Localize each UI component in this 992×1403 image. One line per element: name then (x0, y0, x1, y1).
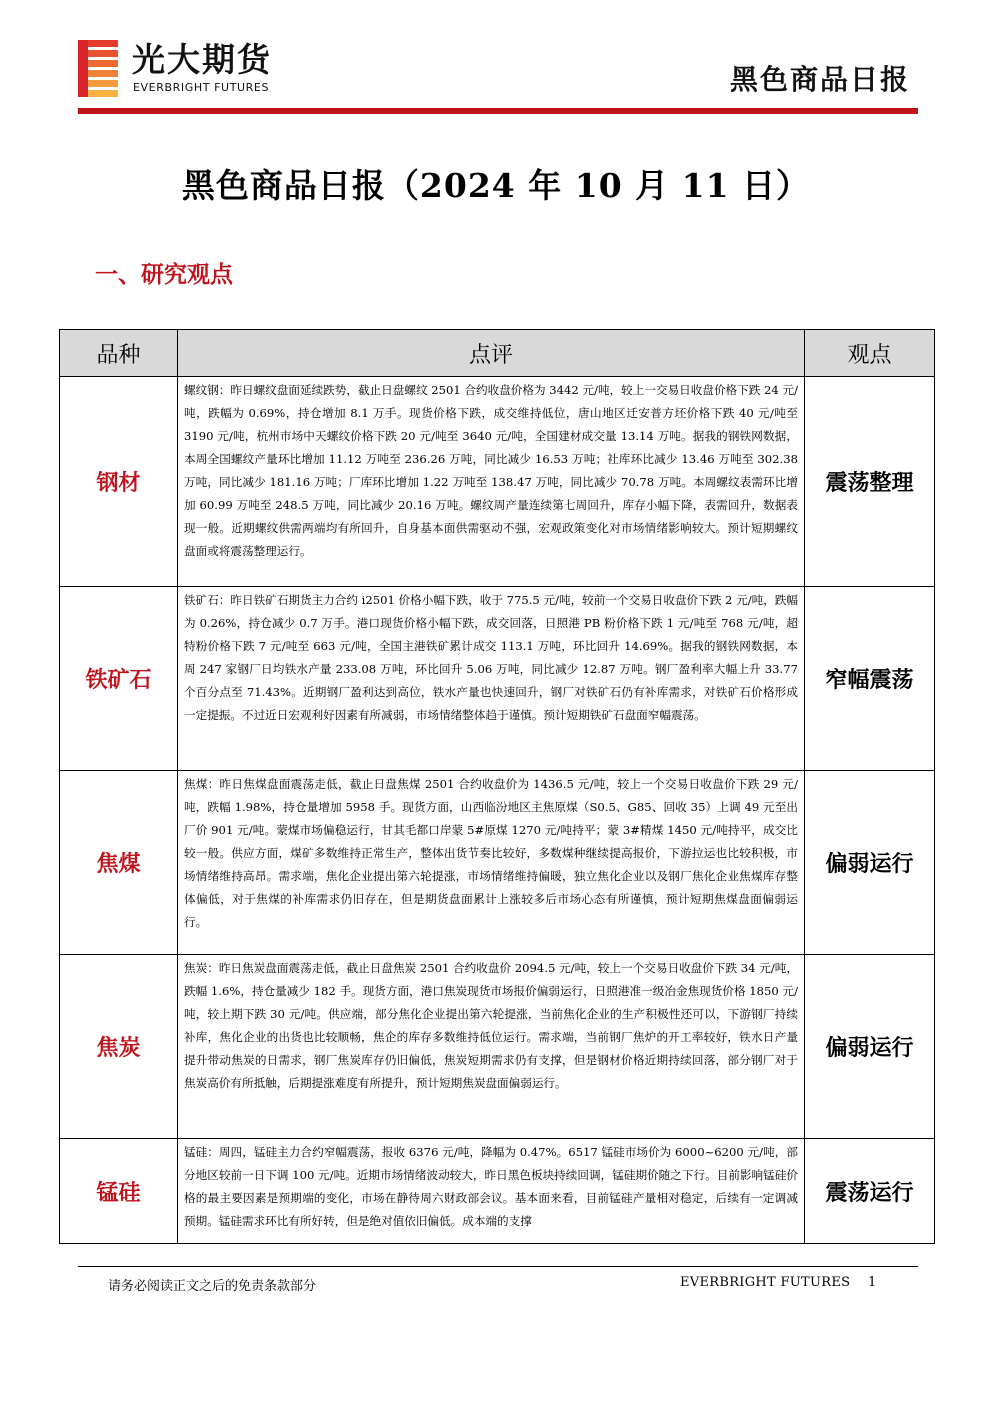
row-comment: 螺纹钢：昨日螺纹盘面延续跌势，截止日盘螺纹 2501 合约收盘价格为 3442 元/吨，较上一交易日收盘价格下跌 24 元/吨，跌幅为 0.69%，持仓增加 8.1 万手。现货价格下跌，成交维持低位，唐山地区迁安普方坯价格下跌 40 元/吨至 3190 元/吨，杭州市场中天螺纹价格下跌 20 元/吨至 3640 元/吨，全国建材成交量 13.14 万吨。据我的钢铁网数据，本周全国螺纹产量环比增加 11.12 万吨至 236.26 万吨，同比减少 16.53 万吨；社库环比减少 13.46 万吨至 302.38 万吨，同比减少 181.16 万吨；厂库环比增加 1.22 万吨至 138.47 万吨，同比减少 70.78 万吨。本周螺纹表需环比增加 60.99 万吨至 248.5 万吨，同比减少 20.16 万吨。螺纹周产量连续第七周回升，库存小幅下降，表需回升，数据表现一般。近期螺纹供需两端均有所回升，自身基本面供需驱动不强，宏观政策变化对市场情绪影响较大。预计短期螺纹盘面或将震荡整理运行。 (178, 377, 805, 587)
row-category: 锰硅 (60, 1139, 178, 1244)
table-header-row (60, 330, 935, 377)
row-comment: 焦炭：昨日焦炭盘面震荡走低，截止日盘焦炭 2501 合约收盘价 2094.5 元/吨，较上一个交易日收盘价下跌 34 元/吨，跌幅 1.6%，持仓量减少 182 手。现货方面，港口焦炭现货市场报价偏弱运行，日照港准一级冶金焦现货价格 1850 元/吨，较上期下跌 30 元/吨。供应端，部分焦化企业提出第六轮提涨，当前焦化企业的生产积极性还可以，下游钢厂持续补库，焦化企业的出货也比较顺畅，焦企的库存多数维持低位运行。需求端，当前钢厂焦炉的开工率较好，铁水日产量提升带动焦炭的日需求，钢厂焦炭库存仍旧偏低，焦炭短期需求仍有支撑，但是钢材价格近期持续回落，部分钢厂对于焦炭高价有所抵触，后期提涨难度有所提升，预计短期焦炭盘面偏弱运行。 (178, 955, 805, 1139)
header-rule (78, 108, 918, 114)
table-row (60, 771, 935, 955)
row-category: 钢材 (60, 377, 178, 587)
page-header (0, 0, 992, 120)
header-variety: 品种 (60, 330, 178, 377)
footer-rule (78, 1266, 918, 1267)
footer-brand: EVERBRIGHT FUTURES (680, 1275, 851, 1290)
row-view: 震荡运行 (805, 1139, 935, 1244)
everbright-logo-icon (78, 40, 118, 98)
research-table (59, 329, 935, 1244)
row-comment: 铁矿石：昨日铁矿石期货主力合约 i2501 价格小幅下跌，收于 775.5 元/吨，较前一个交易日收盘价下跌 2 元/吨，跌幅为 0.26%，持仓减少 0.7 万手。港口现货价格小幅下跌，成交回落，日照港 PB 粉价格下跌 1 元/吨至 768 元/吨，超特粉价格下跌 7 元/吨至 663 元/吨，全国主港铁矿累计成交 113.1 万吨，环比回升 14.69%。据我的钢铁网数据，本周 247 家钢厂日均铁水产量 233.08 万吨，环比回升 5.06 万吨，同比减少 12.87 万吨。钢厂盈利率大幅上升 33.77 个百分点至 71.43%。近期钢厂盈利达到高位，铁水产量也快速回升，钢厂对铁矿石仍有补库需求，对铁矿石价格形成一定提振。不过近日宏观利好因素有所减弱，市场情绪整体趋于谨慎。预计短期铁矿石盘面窄幅震荡。 (178, 587, 805, 771)
table-row (60, 955, 935, 1139)
header-comment: 点评 (178, 330, 805, 377)
row-view: 偏弱运行 (805, 955, 935, 1139)
row-comment: 焦煤：昨日焦煤盘面震荡走低，截止日盘焦煤 2501 合约收盘价为 1436.5 元/吨，较上一个交易日收盘价下跌 29 元/吨，跌幅 1.98%，持仓量增加 5958 手。现货方面，山西临汾地区主焦原煤（S0.5、G85、回收 35）上调 49 元至出厂价 901 元/吨。蒙煤市场偏稳运行，甘其毛都口岸蒙 5#原煤 1270 元/吨持平；蒙 3#精煤 1450 元/吨持平，成交比较一般。供应方面，煤矿多数维持正常生产，整体出货节奏比较好，多数煤种继续提高报价，下游拉运也比较积极，市场情绪维持高昂。需求端，焦化企业提出第六轮提涨，市场情绪维持偏暖，独立焦化企业以及钢厂焦化企业焦煤库存整体偏低，对于焦煤的补库需求仍旧存在，但是期货盘面累计上涨较多后市场心态有所谨慎，预计短期焦煤盘面偏弱运行。 (178, 771, 805, 955)
logo-chinese-name: 光大期货 (132, 40, 272, 79)
logo-english-name: EVERBRIGHT FUTURES (133, 81, 270, 94)
page-number: 1 (868, 1275, 877, 1290)
row-category: 铁矿石 (60, 587, 178, 771)
page-title: 黑色商品日报（2024 年 10 月 11 日） (181, 166, 811, 205)
row-view: 震荡整理 (805, 377, 935, 587)
report-tag: 黑色商品日报 (729, 63, 910, 96)
footer-disclaimer: 请务必阅读正文之后的免责条款部分 (108, 1279, 317, 1294)
table-row (60, 587, 935, 771)
row-category: 焦炭 (60, 955, 178, 1139)
row-category: 焦煤 (60, 771, 178, 955)
table-row (60, 1139, 935, 1244)
row-view: 偏弱运行 (805, 771, 935, 955)
table-row (60, 377, 935, 587)
header-view: 观点 (805, 330, 935, 377)
row-comment: 锰硅：周四，锰硅主力合约窄幅震荡，报收 6376 元/吨，降幅为 0.47%。6517 锰硅市场价为 6000~6200 元/吨，部分地区较前一日下调 100 元/吨。近期市场情绪波动较大，昨日黑色板块持续回调，锰硅期价随之下行。目前影响锰硅价格的最主要因素是预期端的变化，市场在静待周六财政部会议。基本面来看，目前锰硅产量相对稳定，后续有一定调减预期。锰硅需求环比有所好转，但是绝对值依旧偏低。成本端的支撑 (178, 1139, 805, 1244)
row-view: 窄幅震荡 (805, 587, 935, 771)
section-title: 一、研究观点 (95, 261, 233, 288)
